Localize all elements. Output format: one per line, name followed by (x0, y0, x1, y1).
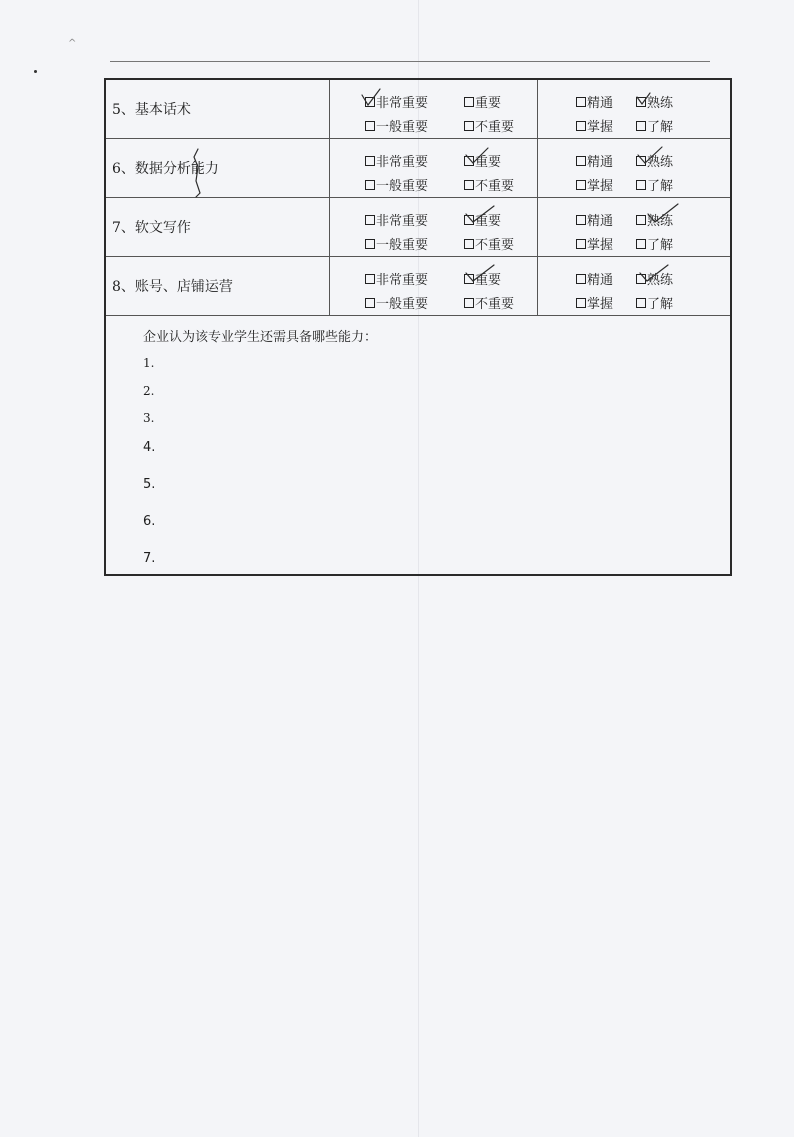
checkbox[interactable] (636, 274, 646, 284)
option-expert[interactable]: 精通 (576, 210, 613, 229)
option-expert[interactable]: 精通 (576, 269, 613, 288)
checkbox[interactable] (636, 180, 646, 190)
option-proficient[interactable]: 熟练 (636, 269, 673, 288)
question-text: 企业认为该专业学生还需具备哪些能力： (143, 330, 378, 345)
importance-cell (330, 198, 538, 256)
checkbox[interactable] (636, 156, 646, 166)
checkbox[interactable] (464, 239, 474, 249)
answer-line-1[interactable]: 1. (143, 356, 155, 370)
option-not-important[interactable]: 不重要 (464, 116, 514, 135)
importance-cell (330, 257, 538, 315)
option-very-important[interactable]: 非常重要 (365, 269, 428, 288)
option-understood[interactable]: 了解 (636, 175, 673, 194)
option-somewhat-important[interactable]: 一般重要 (365, 234, 428, 253)
option-understood[interactable]: 了解 (636, 234, 673, 253)
option-proficient[interactable]: 熟练 (636, 210, 673, 229)
survey-row-5 (106, 80, 730, 139)
checkbox[interactable] (365, 97, 375, 107)
option-mastered[interactable]: 掌握 (576, 116, 613, 135)
header-rule (110, 61, 710, 62)
checkbox[interactable] (464, 156, 474, 166)
row-label: 6、数据分析能力 (106, 139, 330, 197)
answer-line-7[interactable]: 7. (143, 551, 156, 566)
option-important[interactable]: 重要 (464, 92, 501, 111)
checkbox[interactable] (464, 215, 474, 225)
option-proficient[interactable]: 熟练 (636, 92, 673, 111)
option-important[interactable]: 重要 (464, 269, 501, 288)
checkbox[interactable] (576, 274, 586, 284)
scan-mark: ^ (68, 38, 77, 49)
checkbox[interactable] (576, 215, 586, 225)
level-cell (538, 257, 730, 315)
checkbox[interactable] (636, 97, 646, 107)
checkbox[interactable] (464, 97, 474, 107)
checkbox[interactable] (636, 121, 646, 131)
option-somewhat-important[interactable]: 一般重要 (365, 116, 428, 135)
row-label: 8、账号、店铺运营 (106, 257, 330, 315)
option-mastered[interactable]: 掌握 (576, 293, 613, 312)
answer-line-6[interactable]: 6. (143, 514, 156, 529)
level-cell (538, 198, 730, 256)
option-important[interactable]: 重要 (464, 210, 501, 229)
answer-line-3[interactable]: 3. (143, 411, 155, 425)
checkbox[interactable] (464, 298, 474, 308)
checkbox[interactable] (365, 180, 375, 190)
checkbox[interactable] (576, 298, 586, 308)
option-somewhat-important[interactable]: 一般重要 (365, 293, 428, 312)
row-label: 5、基本话术 (106, 80, 330, 138)
checkbox[interactable] (636, 298, 646, 308)
answer-line-2[interactable]: 2. (143, 384, 155, 398)
additional-abilities-section (106, 316, 730, 574)
checkbox[interactable] (365, 156, 375, 166)
checkbox[interactable] (636, 215, 646, 225)
importance-cell (330, 139, 538, 197)
checkbox[interactable] (576, 97, 586, 107)
checkbox[interactable] (464, 180, 474, 190)
option-very-important[interactable]: 非常重要 (365, 151, 428, 170)
checkbox[interactable] (365, 215, 375, 225)
option-very-important[interactable]: 非常重要 (365, 210, 428, 229)
option-understood[interactable]: 了解 (636, 293, 673, 312)
scan-dot (34, 70, 37, 73)
checkbox[interactable] (365, 274, 375, 284)
checkbox[interactable] (365, 239, 375, 249)
checkbox[interactable] (576, 239, 586, 249)
option-very-important[interactable]: 非常重要 (365, 92, 428, 111)
option-not-important[interactable]: 不重要 (464, 234, 514, 253)
option-expert[interactable]: 精通 (576, 92, 613, 111)
survey-row-8 (106, 257, 730, 316)
survey-row-7 (106, 198, 730, 257)
option-proficient[interactable]: 熟练 (636, 151, 673, 170)
checkbox[interactable] (365, 298, 375, 308)
importance-cell (330, 80, 538, 138)
option-not-important[interactable]: 不重要 (464, 175, 514, 194)
answer-line-4[interactable]: 4. (143, 440, 156, 455)
level-cell (538, 80, 730, 138)
option-important[interactable]: 重要 (464, 151, 501, 170)
checkbox[interactable] (636, 239, 646, 249)
checkbox[interactable] (464, 274, 474, 284)
answer-line-5[interactable]: 5. (143, 477, 156, 492)
option-not-important[interactable]: 不重要 (464, 293, 514, 312)
checkbox[interactable] (576, 121, 586, 131)
row-label: 7、软文写作 (106, 198, 330, 256)
checkbox[interactable] (576, 180, 586, 190)
survey-form-table (104, 78, 732, 576)
level-cell (538, 139, 730, 197)
option-somewhat-important[interactable]: 一般重要 (365, 175, 428, 194)
option-mastered[interactable]: 掌握 (576, 175, 613, 194)
checkbox[interactable] (576, 156, 586, 166)
option-mastered[interactable]: 掌握 (576, 234, 613, 253)
option-understood[interactable]: 了解 (636, 116, 673, 135)
checkbox[interactable] (464, 121, 474, 131)
checkbox[interactable] (365, 121, 375, 131)
option-expert[interactable]: 精通 (576, 151, 613, 170)
survey-row-6 (106, 139, 730, 198)
